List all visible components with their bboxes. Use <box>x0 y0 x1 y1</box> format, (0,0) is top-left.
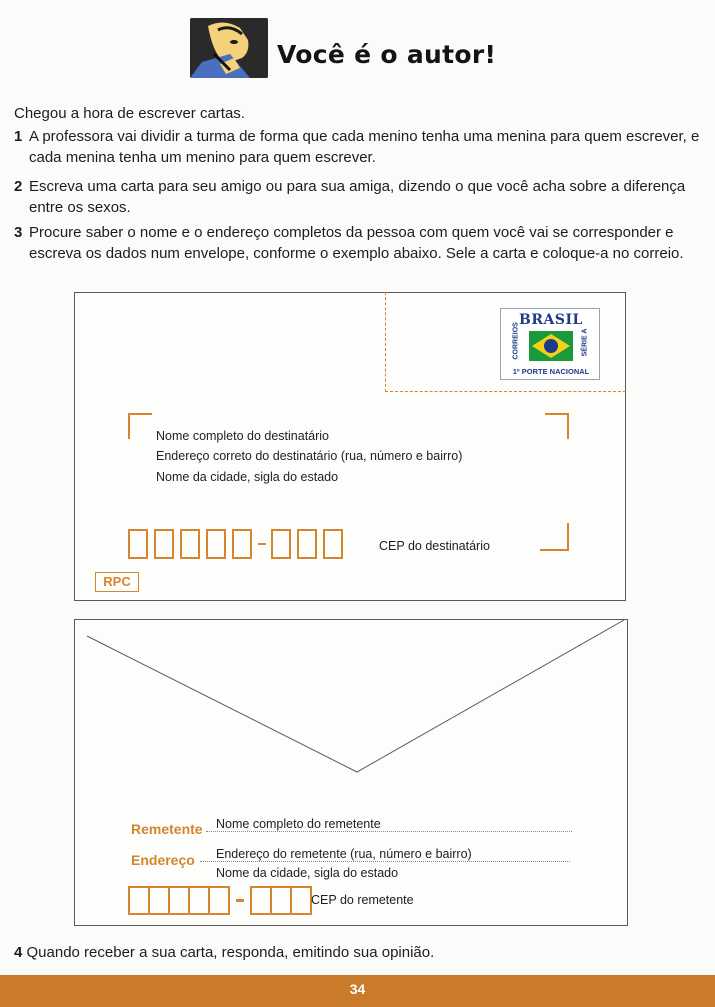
item-number: 1 <box>14 128 23 145</box>
recipient-cep-label: CEP do destinatário <box>379 539 490 553</box>
cep-digit-box <box>290 886 312 915</box>
sender-address-line <box>200 861 570 862</box>
recipient-cep-boxes <box>128 528 349 560</box>
cep-digit-box <box>148 886 170 915</box>
sender-name: Nome completo do remetente <box>216 817 381 831</box>
cep-digit-box <box>232 529 252 559</box>
address-corner-mark <box>545 413 569 439</box>
address-corner-mark <box>540 523 569 551</box>
instruction-item <box>14 222 700 264</box>
cep-digit-box <box>188 886 210 915</box>
intro-text: Chegou a hora de escrever cartas. <box>14 105 245 122</box>
page-number: 34 <box>349 981 366 997</box>
envelope-flap <box>74 619 628 779</box>
stamp-right-text: SÉRIE A <box>581 328 589 357</box>
sender-name-line <box>206 831 572 832</box>
page-title: Você é o autor! <box>277 40 497 69</box>
cep-digit-box <box>270 886 292 915</box>
item-number: 4 <box>14 944 23 961</box>
address-corner-mark <box>128 413 152 439</box>
cep-digit-box <box>180 529 200 559</box>
brazil-flag-icon <box>529 331 573 361</box>
item-text: Procure saber o nome e o endereço completos da pessoa com quem você vai se corresponder e escreva os dados num envelope, conforme o exemplo abaixo. Sele a carta e coloque-a no correio. <box>29 224 684 262</box>
recipient-city: Nome da cidade, sigla do estado <box>156 470 339 484</box>
item-text: Quando receber a sua carta, responda, emitindo sua opinião. <box>26 944 435 961</box>
sender-address: Endereço do remetente (rua, número e bairro) <box>216 847 472 861</box>
item-text: A professora vai dividir a turma de forma que cada menino tenha uma menina para quem escrever, e cada menina tenha um menino para quem escrever. <box>29 128 700 166</box>
cep-digit-box <box>323 529 343 559</box>
sender-cep-boxes <box>128 886 310 915</box>
sender-cep-label: CEP do remetente <box>311 893 414 907</box>
sender-city: Nome da cidade, sigla do estado <box>216 866 399 880</box>
postage-stamp <box>500 308 600 380</box>
cep-digit-box <box>297 529 317 559</box>
stamp-country: BRASIL <box>519 312 583 328</box>
address-label: Endereço <box>131 852 195 868</box>
item-number: 3 <box>14 224 23 241</box>
cep-digit-box <box>250 886 272 915</box>
recipient-name: Nome completo do destinatário <box>156 429 330 443</box>
cep-dash <box>258 543 266 546</box>
instruction-item <box>14 944 434 961</box>
cep-digit-box <box>128 529 148 559</box>
cep-digit-box <box>128 886 150 915</box>
instruction-item <box>14 126 700 168</box>
writer-illustration <box>190 18 268 78</box>
cep-digit-box <box>208 886 230 915</box>
item-number: 2 <box>14 178 23 195</box>
recipient-address: Endereço correto do destinatário (rua, número e bairro) <box>156 449 463 463</box>
instruction-item <box>14 176 700 218</box>
stamp-porte: 1º PORTE NACIONAL <box>512 367 590 376</box>
sender-label: Remetente <box>131 821 203 837</box>
item-text: Escreva uma carta para seu amigo ou para sua amiga, dizendo o que você acha sobre a diferença entre os sexos. <box>29 178 686 216</box>
cep-digit-box <box>271 529 291 559</box>
cep-digit-box <box>168 886 190 915</box>
cep-digit-box <box>154 529 174 559</box>
cep-dash <box>236 899 244 902</box>
stamp-left-text: CORREIOS <box>512 322 520 360</box>
rpc-mark: RPC <box>95 572 139 592</box>
cep-digit-box <box>206 529 226 559</box>
